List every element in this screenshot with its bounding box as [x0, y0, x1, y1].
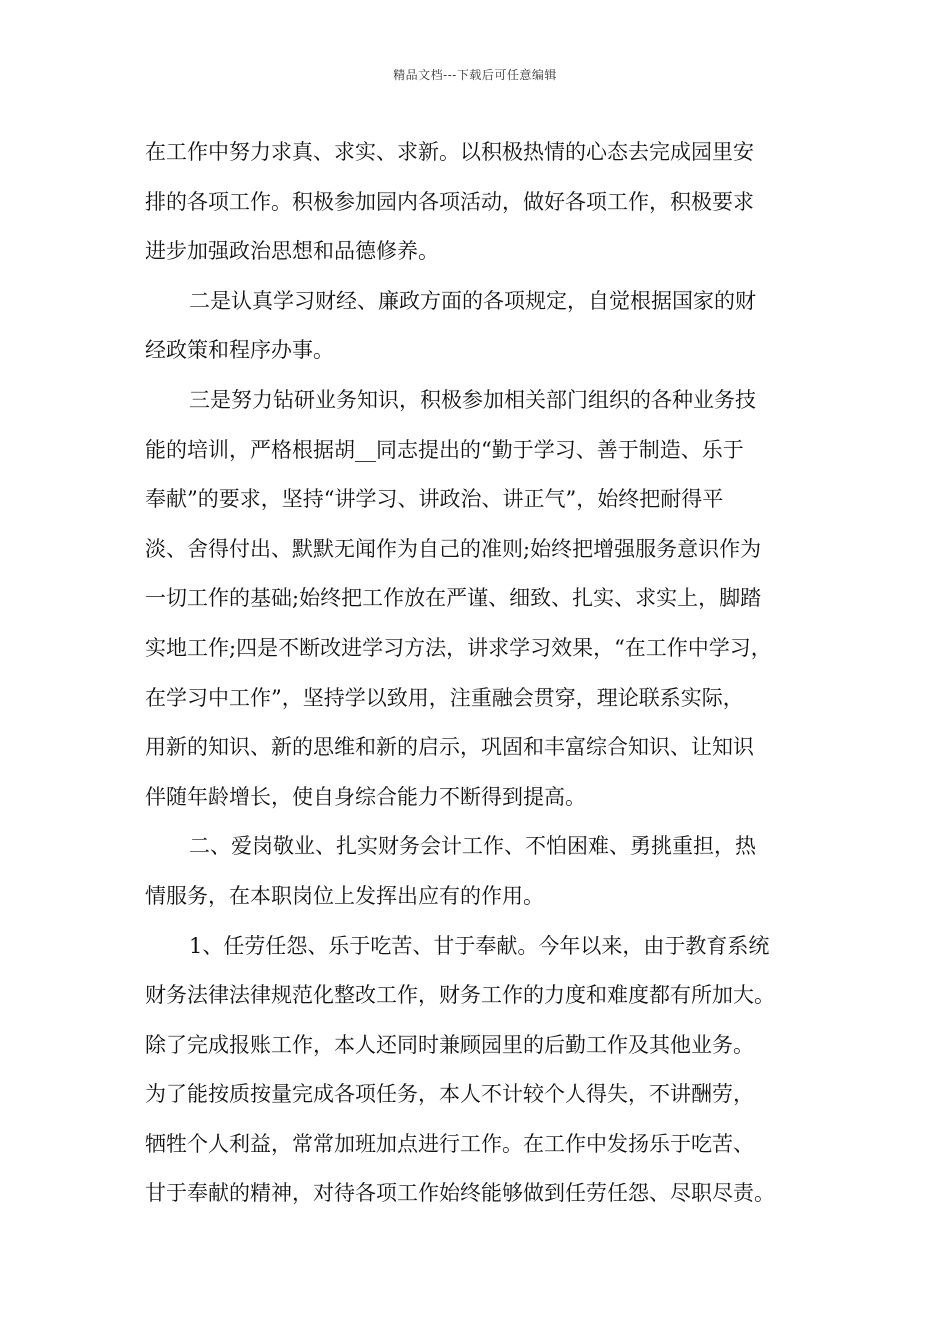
paragraph-line: 淡、舍得付出、默默无闻作为自己的准则;始终把增强服务意识作为	[145, 536, 762, 561]
page-header: 精品文档---下载后可任意编辑	[393, 68, 557, 82]
paragraph-line: 实地工作;四是不断改进学习方法，讲求学习效果，“在工作中学习，	[145, 635, 772, 660]
paragraph-line: 奉献”的要求，坚持“讲学习、讲政治、讲正气”，始终把耐得平	[145, 487, 724, 512]
paragraph-line: 能的培训，严格根据胡__同志提出的“勤于学习、善于制造、乐于	[145, 437, 744, 462]
paragraph-line: 伴随年龄增长，使自身综合能力不断得到提高。	[145, 784, 586, 809]
paragraph-line: 一切工作的基础;始终把工作放在严谨、细致、扎实、求实上，脚踏	[145, 586, 762, 611]
paragraph-first-line: 1、任劳任怨、乐于吃苦、甘于奉献。今年以来，由于教育系统	[189, 933, 770, 958]
paragraph-line: 排的各项工作。积极参加园内各项活动，做好各项工作，积极要求	[145, 189, 754, 214]
paragraph-line: 在学习中工作”，坚持学以致用，注重融会贯穿，理论联系实际，	[145, 685, 744, 710]
paragraph-line: 在工作中努力求真、求实、求新。以积极热情的心态去完成园里安	[145, 140, 754, 164]
document-body	[145, 128, 810, 1219]
paragraph-first-line: 二是认真学习财经、廉政方面的各项规定，自觉根据国家的财	[189, 288, 756, 313]
paragraph-line: 情服务，在本职岗位上发挥出应有的作用。	[145, 883, 544, 908]
paragraph-first-line: 二、爱岗敬业、扎实财务会计工作、不怕困难、勇挑重担，热	[189, 834, 756, 859]
paragraph-line: 除了完成报账工作，本人还同时兼顾园里的后勤工作及其他业务。	[145, 1032, 754, 1057]
paragraph-line: 甘于奉献的精神，对待各项工作始终能够做到任劳任怨、尽职尽责。	[145, 1181, 775, 1206]
paragraph-line: 进步加强政治思想和品德修养。	[145, 239, 439, 264]
paragraph-line: 为了能按质按量完成各项任务，本人不计较个人得失，不讲酬劳，	[145, 1082, 754, 1107]
paragraph-first-line: 三是努力钻研业务知识，积极参加相关部门组织的各种业务技	[189, 387, 756, 412]
paragraph-line: 用新的知识、新的思维和新的启示，巩固和丰富综合知识、让知识	[145, 735, 754, 760]
paragraph-line: 财务法律法律规范化整改工作，财务工作的力度和难度都有所加大。	[145, 983, 775, 1008]
paragraph-line: 牺牲个人利益，常常加班加点进行工作。在工作中发扬乐于吃苦、	[145, 1131, 754, 1156]
paragraph-line: 经政策和程序办事。	[145, 338, 334, 363]
